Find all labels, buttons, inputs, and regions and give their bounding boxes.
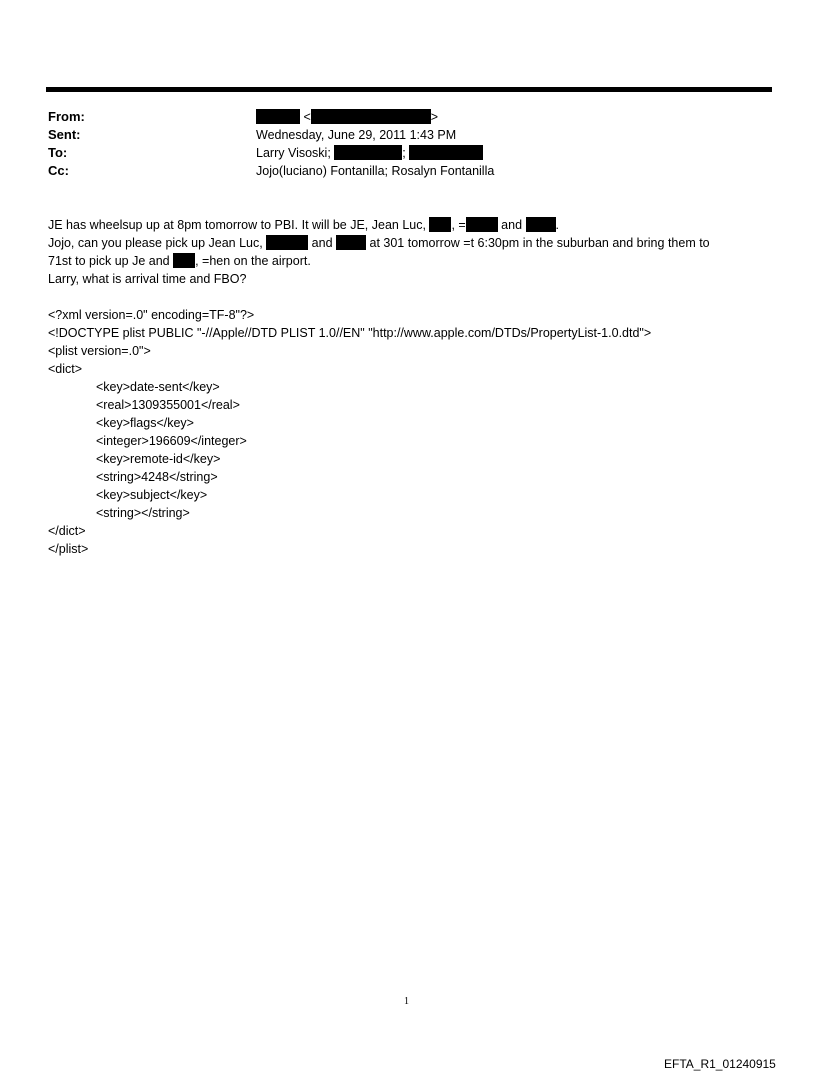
redaction-box <box>526 217 556 232</box>
cc-value: Jojo(luciano) Fontanilla; Rosalyn Fontanilla <box>256 164 495 178</box>
plist-entry: <real>1309355001</real> <box>96 398 240 412</box>
to-label: To: <box>48 145 68 160</box>
message-line-1 <box>48 216 559 234</box>
message-line-3 <box>48 252 311 270</box>
cc-label: Cc: <box>48 163 69 178</box>
page-number: 1 <box>404 996 409 1007</box>
sent-label: Sent: <box>48 127 81 142</box>
plist-entry: <integer>196609</integer> <box>96 434 247 448</box>
from-label: From: <box>48 109 85 124</box>
message-text: , = <box>451 218 466 232</box>
to-separator: ; <box>402 146 406 160</box>
plist-entry: <string>4248</string> <box>96 470 218 484</box>
redaction-box <box>173 253 195 268</box>
message-text: 71st to pick up Je and <box>48 254 174 268</box>
message-text: , =hen on the airport. <box>195 254 311 268</box>
message-line-2 <box>48 234 710 252</box>
message-text: and <box>497 218 526 232</box>
redaction-box <box>256 109 300 124</box>
message-text: Jojo, can you please pick up Jean Luc, <box>48 236 267 250</box>
plist-open: <plist version=.0"> <box>48 344 151 358</box>
dict-open: <dict> <box>48 362 83 376</box>
redaction-box <box>334 145 402 160</box>
plist-doctype: <!DOCTYPE plist PUBLIC "-//Apple//DTD PLIST 1.0//EN" "http://www.apple.com/DTDs/PropertyList-1.0.dtd"> <box>48 326 652 340</box>
redaction-box <box>466 217 498 232</box>
redaction-box <box>429 217 451 232</box>
plist-entry: <string></string> <box>96 506 190 520</box>
sent-value: Wednesday, June 29, 2011 1:43 PM <box>256 128 457 142</box>
redaction-box <box>336 235 366 250</box>
from-open-bracket: < <box>303 110 311 124</box>
redaction-box <box>409 145 483 160</box>
redaction-box <box>266 235 308 250</box>
plist-entry: <key>subject</key> <box>96 488 208 502</box>
plist-close: </plist> <box>48 542 89 556</box>
from-close-bracket: > <box>430 110 439 124</box>
document-id: EFTA_R1_01240915 <box>664 1057 776 1071</box>
plist-entry: <key>date-sent</key> <box>96 380 220 394</box>
message-text: . <box>555 218 559 232</box>
message-text: JE has wheelsup up at 8pm tomorrow to PBI. It will be JE, Jean Luc, <box>48 218 430 232</box>
plist-entry: <key>remote-id</key> <box>96 452 221 466</box>
message-line-4: Larry, what is arrival time and FBO? <box>48 272 247 286</box>
header-rule <box>46 87 772 92</box>
message-text: at 301 tomorrow =t 6:30pm in the suburban and bring them to <box>366 236 710 250</box>
from-value <box>256 108 438 126</box>
message-text: and <box>308 236 337 250</box>
to-recipient: Larry Visoski; <box>256 146 331 160</box>
plist-xml-decl: <?xml version=.0" encoding=TF-8"?> <box>48 308 255 322</box>
to-value <box>256 144 483 162</box>
plist-entry: <key>flags</key> <box>96 416 194 430</box>
redaction-box <box>311 109 431 124</box>
dict-close: </dict> <box>48 524 86 538</box>
